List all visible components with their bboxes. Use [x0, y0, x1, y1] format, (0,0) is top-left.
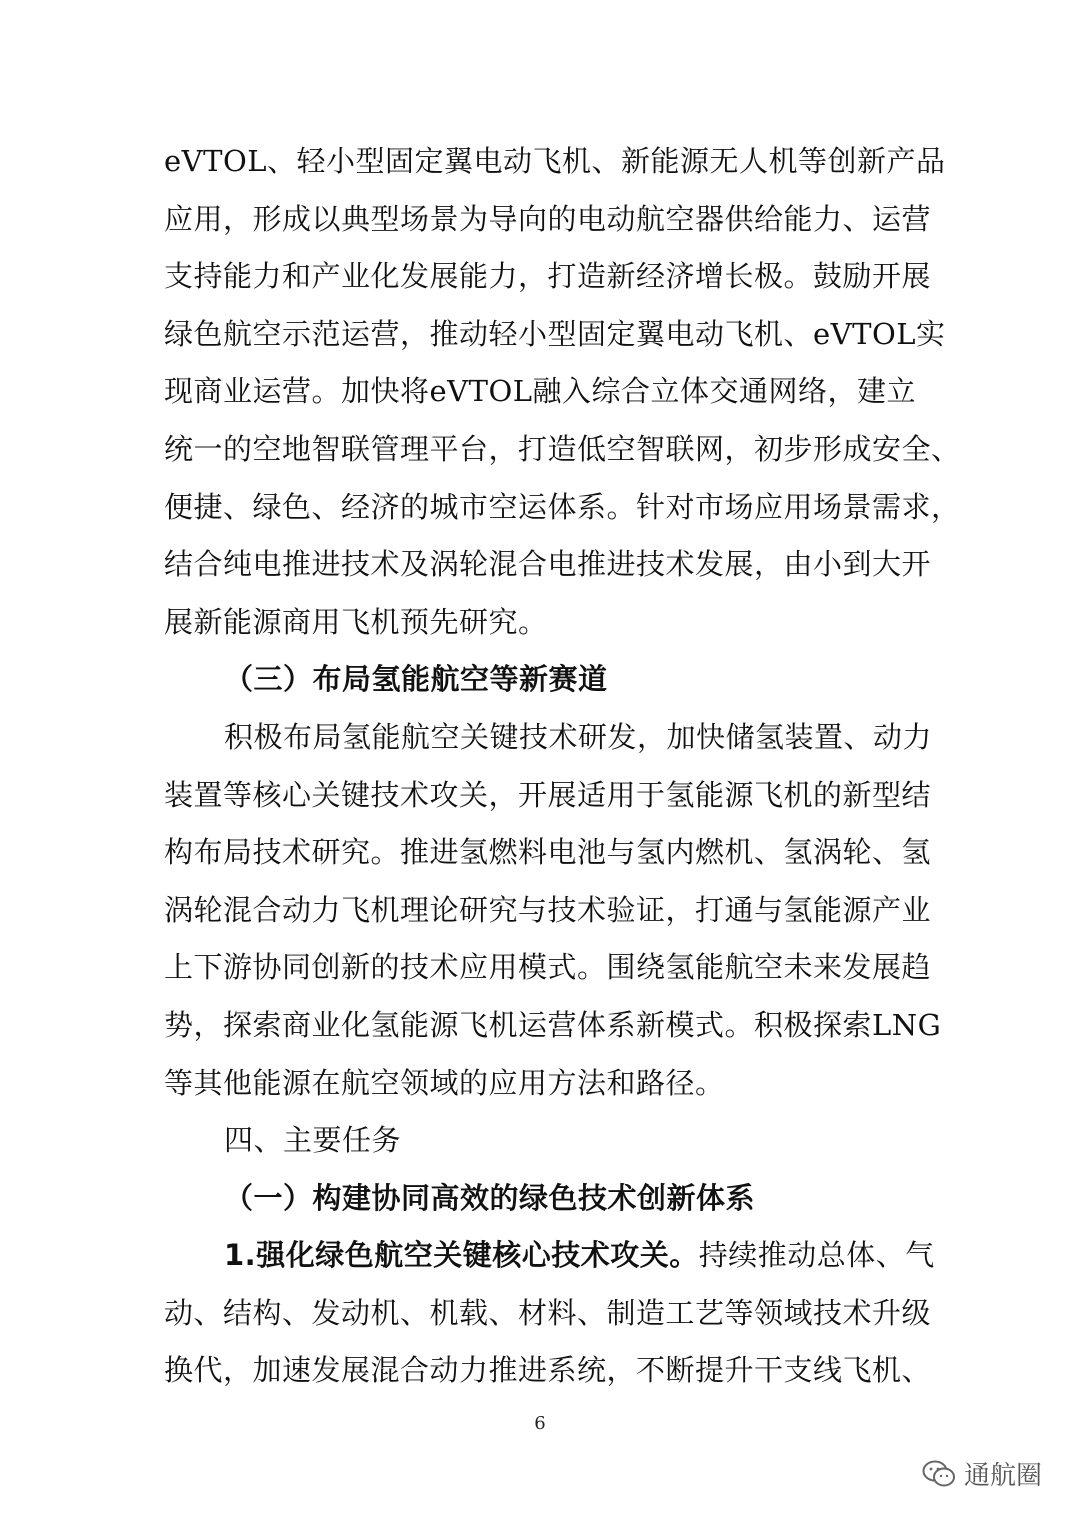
- item-text: 持续推动总体、气: [698, 1238, 935, 1273]
- page-number: 6: [534, 1413, 546, 1434]
- text-line: 便捷、绿色、经济的城市空运体系。针对市场应用场景需求，: [164, 489, 961, 524]
- text-line: 势，探索商业化氢能源飞机运营体系新模式。积极探索LNG: [164, 1007, 942, 1042]
- text-line: 支持能力和产业化发展能力，打造新经济增长极。鼓励开展: [164, 259, 932, 294]
- text-line: 现商业运营。加快将eVTOL融入综合立体交通网络，建立: [164, 374, 916, 409]
- text-line: 展新能源商用飞机预先研究。: [164, 604, 548, 639]
- section-heading: （三）布局氢能航空等新赛道: [224, 662, 608, 697]
- text-line: 上下游协同创新的技术应用模式。围绕氢能航空未来发展趋: [164, 950, 932, 985]
- text-line: 换代，加速发展混合动力推进系统，不断提升干支线飞机、: [164, 1353, 932, 1388]
- text-line: 构布局技术研究。推进氢燃料电池与氢内燃机、氢涡轮、氢: [164, 835, 932, 870]
- subsection-heading: （一）构建协同高效的绿色技术创新体系: [224, 1180, 756, 1215]
- wechat-icon: [922, 1460, 956, 1488]
- document-body: [164, 133, 961, 1400]
- text-line: 统一的空地智联管理平台，打造低空智联网，初步形成安全、: [164, 431, 961, 466]
- text-line: 动、结构、发动机、机载、材料、制造工艺等领域技术升级: [164, 1295, 932, 1330]
- text-line: 积极布局氢能航空关键技术研发，加快储氢装置、动力: [224, 719, 933, 754]
- text-line: 装置等核心关键技术攻关，开展适用于氢能源飞机的新型结: [164, 777, 932, 812]
- watermark: [922, 1455, 1042, 1492]
- item-lead: 1.强化绿色航空关键核心技术攻关。: [224, 1238, 699, 1273]
- text-line: 绿色航空示范运营，推动轻小型固定翼电动飞机、eVTOL实: [164, 316, 946, 351]
- text-line: 等其他能源在航空领域的应用方法和路径。: [164, 1065, 725, 1100]
- watermark-text: 通航圈: [963, 1461, 1042, 1491]
- text-line: 结合纯电推进技术及涡轮混合电推进技术发展，由小到大开: [164, 547, 932, 582]
- chapter-heading: 四、主要任务: [224, 1123, 402, 1158]
- text-line: eVTOL、轻小型固定翼电动飞机、新能源无人机等创新产品: [164, 144, 946, 178]
- text-line: [164, 1227, 935, 1285]
- text-line: 涡轮混合动力飞机理论研究与技术验证，打通与氢能源产业: [164, 892, 932, 927]
- text-line: 应用，形成以典型场景为导向的电动航空器供给能力、运营: [164, 201, 932, 236]
